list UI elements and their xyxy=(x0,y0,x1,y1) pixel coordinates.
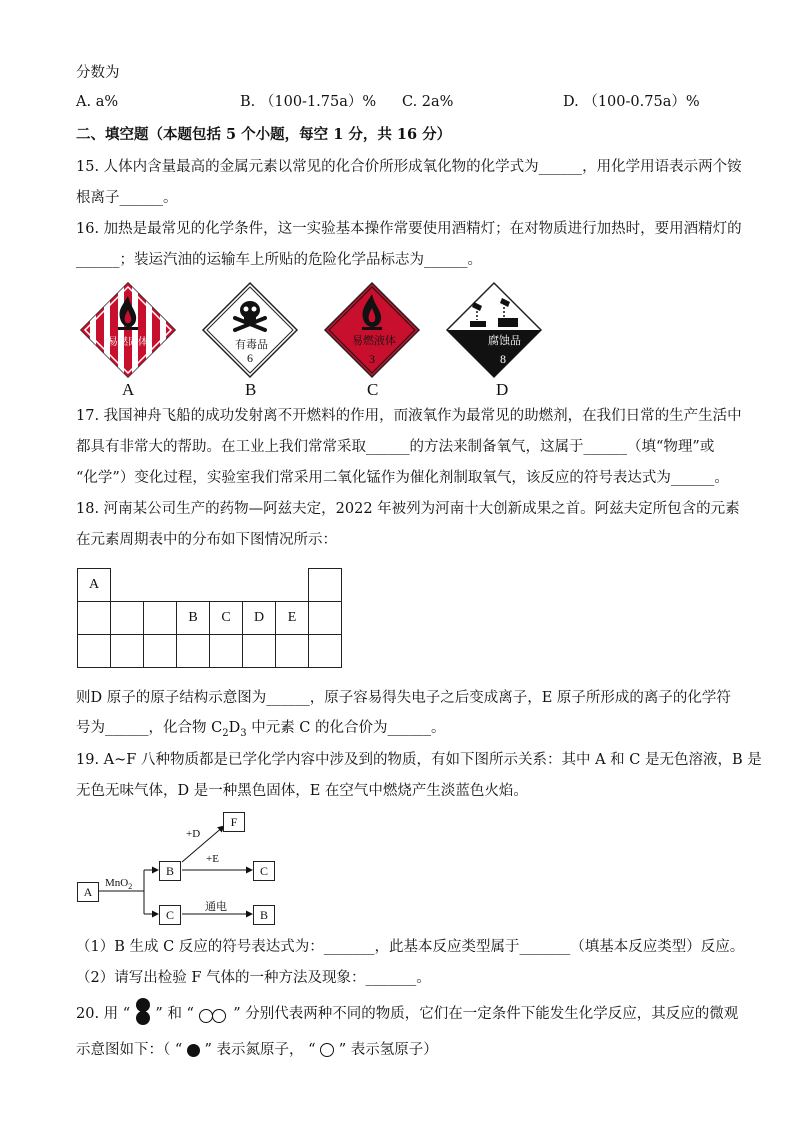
sign-b-number: 6 xyxy=(247,351,253,365)
cell-c: C xyxy=(210,602,243,635)
node-c2: C xyxy=(253,861,275,881)
node-b: B xyxy=(159,861,181,881)
sign-c-letter: C xyxy=(367,380,379,399)
q19-sub1: （1）B 生成 C 反应的符号表达式为：_______，此基本反应类型属于_______（填基本反应类型）反应。 xyxy=(76,939,745,955)
node-a: A xyxy=(77,882,99,902)
cell-b: B xyxy=(177,602,210,635)
q19-line1: 19. A~F 八种物质都是已学化学内容中涉及到的物质，有如下图所示关系：其中 A 和 C 是无色溶液，B 是 xyxy=(76,752,762,768)
q19-line2: 无色无味气体，D 是一种黑色固体，E 在空气中燃烧产生淡蓝色火焰。 xyxy=(76,783,528,799)
sign-d-label: 腐蚀品 xyxy=(488,335,521,347)
hazard-signs xyxy=(78,280,558,380)
node-f: F xyxy=(223,812,245,832)
hydrogen-atom-icon xyxy=(320,1043,334,1057)
q20-line1: 20. 用 “ ” 和 “ ” 分别代表两种不同的物质，它们在一定条件下能发生化学反应，其反应的微观 xyxy=(76,1004,738,1024)
molecule-h2-icon xyxy=(199,1006,229,1022)
option-b: B. （100-1.75a）% xyxy=(240,94,377,110)
sign-d-number: 8 xyxy=(500,352,506,366)
q16-line1: 16. 加热是最常见的化学条件，这一实验基本操作常要使用酒精灯；在对物质进行加热时，要用酒精灯的 xyxy=(76,221,742,237)
electric-label: 通电 xyxy=(205,900,227,913)
plus-d-label: +D xyxy=(186,828,201,840)
q15-line2: 根离子______。 xyxy=(76,190,178,206)
molecule-n2-icon xyxy=(135,1004,151,1024)
sign-c-number: 3 xyxy=(369,352,375,366)
sign-b-letter: B xyxy=(245,380,257,399)
score-line: 分数为 xyxy=(76,65,120,81)
q18-line2: 在元素周期表中的分布如下图情况所示： xyxy=(76,532,337,548)
node-c: C xyxy=(159,905,181,925)
q17-line3: “化学”）变化过程，实验室我们常采用二氧化锰作为催化剂制取氧气，该反应的符号表达式为______。 xyxy=(76,470,729,486)
q18-line1: 18. 河南某公司生产的药物—阿兹夫定，2022 年被列为河南十大创新成果之首。阿兹夫定所包含的元素 xyxy=(76,501,740,517)
sign-a-label: 易燃固体 xyxy=(108,337,148,348)
cell-d: D xyxy=(243,602,276,635)
q17-line1: 17. 我国神舟飞船的成功发射离不开燃料的作用，而液氧作为最常见的助燃剂，在我们日常的生产生活中 xyxy=(76,408,742,424)
sign-c-label: 易燃液体 xyxy=(352,335,396,347)
option-d: D. （100-0.75a）% xyxy=(563,94,700,110)
q17-line2: 都具有非常大的帮助。在工业上我们常常采取______的方法来制备氧气，这属于______（填“物理”或 xyxy=(76,439,715,455)
sign-d-letter: D xyxy=(496,380,509,399)
q18-line3: 则D 原子的原子结构示意图为______，原子容易得失电子之后变成离子，E 原子所形成的离子的化学符 xyxy=(76,690,731,706)
mno2-label: MnO$_2$ xyxy=(105,877,133,892)
cell-a: A xyxy=(78,569,111,602)
sign-a-flammable-solid-icon xyxy=(78,280,178,380)
option-c: C. 2a% xyxy=(402,94,454,110)
option-a: A. a% xyxy=(76,94,119,110)
nitrogen-atom-icon xyxy=(187,1044,200,1057)
plus-e-label: +E xyxy=(206,853,219,865)
q18-line4: 号为______，化合物 $C_2D_3$ 中元素 C 的化合价为______。 xyxy=(76,720,446,739)
q15-line1: 15. 人体内含量最高的金属元素以常见的化合价所形成氧化物的化学式为______，用化学用语表示两个铵 xyxy=(76,159,742,175)
q16-line2: ______；装运汽油的运输车上所贴的危险化学品标志为______。 xyxy=(76,252,482,268)
sign-a-letter: A xyxy=(122,380,135,399)
section-title: 二、填空题（本题包括 5 个小题，每空 1 分，共 16 分） xyxy=(76,126,452,143)
cell-e: E xyxy=(276,602,309,635)
q20-line2: 示意图如下：（ “ ” 表示氮原子， “ ” 表示氢原子） xyxy=(76,1042,438,1058)
node-b2: B xyxy=(253,905,275,925)
q19-sub2: （2）请写出检验 F 气体的一种方法及现象：_______。 xyxy=(76,970,431,986)
sign-b-label: 有毒品 xyxy=(235,339,268,351)
periodic-table-grid xyxy=(77,568,342,668)
